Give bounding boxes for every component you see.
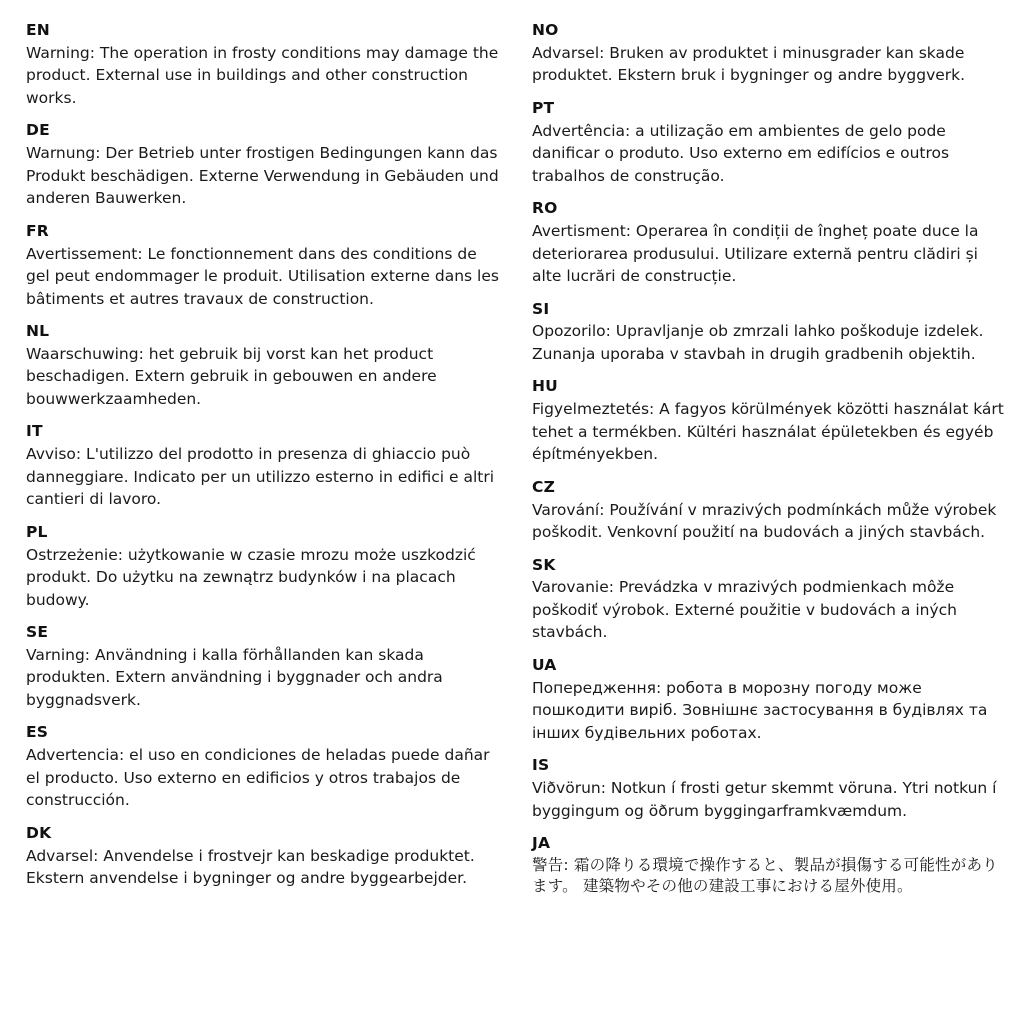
language-code: IT [26,422,43,441]
language-code: DK [26,823,52,842]
language-code: ES [26,723,49,742]
language-warning-text: Viðvörun: Notkun í frosti getur skemmt vöruna. Ytri notkun í byggingum og öðrum byggingarframkvæmdum. [532,779,997,820]
language-warning-text: Varovanie: Prevádzka v mrazivých podmienkach môže poškodiť výrobok. Externé použitie v budovách a iných stavbách. [532,578,957,642]
language-warning-text: Opozorilo: Upravljanje ob zmrzali lahko poškoduje izdelek. Zunanja uporaba v stavbah in drugih gradbenih objektih. [532,322,984,363]
language-code: RO [532,199,558,218]
language-entry [26,522,504,611]
language-warning-text: Waarschuwing: het gebruik bij vorst kan het product beschadigen. Extern gebruik in gebouwen en andere bouwwerkzaamheden. [26,344,437,408]
language-code: SK [532,555,556,574]
language-entry [532,833,1010,896]
language-warning-text: Advarsel: Bruken av produktet i minusgrader kan skade produktet. Ekstern bruk i bygninger og andre byggverk. [532,43,966,85]
language-warning-text: Advertência: a utilização em ambientes de gelo pode danificar o produto. Uso externo em edifícios e outros trabalhos de construção. [532,121,950,185]
language-warning-text: Varování: Používání v mrazivých podmínkách může výrobek poškodit. Venkovní použití na budovách a jiných stavbách. [532,500,997,542]
language-entry [26,120,504,209]
language-columns [26,20,1004,1014]
language-warning-text: 警告: 霜の降りる環境で操作すると、製品が損傷する可能性があります。 建築物やその他の建設工事における屋外使用。 [532,856,998,895]
language-entry [532,98,1010,187]
language-entry [26,722,504,811]
language-code: CZ [532,477,556,496]
language-warning-text: Varning: Användning i kalla förhållanden kan skada produkten. Extern användning i byggnader och andra byggnadsverk. [26,645,443,709]
language-code: NO [532,21,559,39]
language-code: UA [532,655,557,674]
language-entry [26,421,504,510]
language-warning-text: Warnung: Der Betrieb unter frostigen Bedingungen kann das Produkt beschädigen. Externe Verwendung in Gebäuden und anderen Bauwerken. [26,144,499,208]
language-warning-text: Figyelmeztetés: A fagyos körülmények közötti használat kárt tehet a termékben. Kültéri használat épületekben és egyéb építményekben. [532,400,1004,464]
language-entry [26,221,504,310]
language-warning-text: Avertissement: Le fonctionnement dans des conditions de gel peut endommager le produit. Utilisation externe dans les bâtiments et autres travaux de construction. [26,244,499,308]
language-code: DE [26,121,50,140]
language-entry [26,321,504,410]
language-warning-text: Warning: The operation in frosty conditions may damage the product. External use in buildings and other construction works. [26,43,499,107]
language-entry [532,755,1010,822]
language-code: PL [26,522,48,541]
language-code: SE [26,622,49,641]
language-entry [532,376,1010,465]
language-code: EN [26,21,50,39]
language-code: HU [532,377,558,396]
language-code: FR [26,221,49,240]
language-entry [532,198,1010,287]
language-entry [26,823,504,890]
language-warning-text: Попередження: робота в морозну погоду може пошкодити виріб. Зовнішнє застосування в будівлях та інших будівельних роботах. [532,678,988,742]
language-code: SI [532,299,550,318]
language-column-left [26,20,504,889]
language-code: PT [532,98,555,117]
language-entry [532,20,1010,87]
language-warning-text: Ostrzeżenie: użytkowanie w czasie mrozu może uszkodzić produkt. Do użytku na zewnątrz budynków i na placach budowy. [26,545,476,609]
language-entry [26,622,504,711]
language-code: JA [532,834,551,853]
language-entry [532,655,1010,744]
language-entry [532,555,1010,644]
language-column-right [532,20,1010,897]
language-warning-text: Avviso: L'utilizzo del prodotto in presenza di ghiaccio può danneggiare. Indicato per un utilizzo esterno in edifici e altri cantieri di lavoro. [26,445,495,509]
language-code: IS [532,756,550,775]
language-entry [26,20,504,109]
language-entry [532,299,1010,366]
language-code: NL [26,321,50,340]
language-warning-text: Avertisment: Operarea în condiții de îngheț poate duce la deteriorarea produsului. Utilizare externă pentru clădiri și alte lucrări de construcție. [532,222,979,286]
language-warning-text: Advarsel: Anvendelse i frostvejr kan beskadige produktet. Ekstern anvendelse i bygninger og andre byggearbejder. [26,846,475,888]
language-entry [532,477,1010,544]
language-warning-text: Advertencia: el uso en condiciones de heladas puede dañar el producto. Uso externo en edificios y otros trabajos de construcción. [26,746,490,810]
